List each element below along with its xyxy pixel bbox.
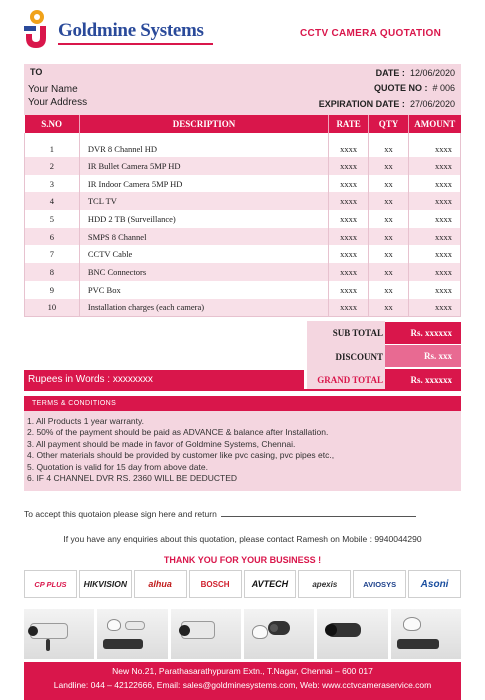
bullet-camera-image xyxy=(24,609,94,659)
hikvision-logo: HIKVISION xyxy=(79,570,132,598)
row-qty: xx xyxy=(369,299,409,317)
table-row xyxy=(25,263,461,281)
row-qty: xx xyxy=(369,228,409,246)
date-row xyxy=(376,68,455,78)
expiration-label: EXPIRATION DATE : xyxy=(318,99,405,109)
date-label: DATE : xyxy=(375,68,405,78)
terms-heading: TERMS & CONDITIONS xyxy=(24,396,461,411)
expiration-value: 27/06/2020 xyxy=(409,99,455,109)
row-rate: xxxx xyxy=(329,299,369,317)
subtotal-value: Rs. xxxxxx xyxy=(385,322,461,344)
brand-logo-strip xyxy=(24,570,461,598)
row-qty: xx xyxy=(369,281,409,299)
row-description: HDD 2 TB (Surveillance) xyxy=(79,210,328,228)
contact-note: If you have any enquiries about this quotation, please contact Ramesh on Mobile : 9940044290 xyxy=(63,534,422,544)
terms-item: 2. 50% of the payment should be paid as ADVANCE & balance after Installation. xyxy=(27,427,329,438)
row-amount: xxxx xyxy=(409,175,461,193)
table-row xyxy=(25,245,461,263)
row-rate: xxxx xyxy=(329,192,369,210)
cpplus-logo: CP PLUS xyxy=(24,570,77,598)
row-rate: xxxx xyxy=(329,157,369,175)
row-qty: xx xyxy=(369,175,409,193)
thank-you-message: THANK YOU FOR YOUR BUSINESS ! xyxy=(163,555,322,565)
quote-row xyxy=(374,83,455,93)
row-qty: xx xyxy=(369,133,409,157)
box-camera-image xyxy=(171,609,241,659)
terms-item: 4. Other materials should be provided by customer like pvc casing, pvc pipes etc., xyxy=(27,450,335,461)
row-qty: xx xyxy=(369,210,409,228)
row-qty: xx xyxy=(369,245,409,263)
col-description-header: DESCRIPTION xyxy=(79,115,328,133)
row-sno: 1 xyxy=(25,133,80,157)
items-table xyxy=(24,115,461,317)
expiration-row xyxy=(319,99,455,109)
subtotal-label: SUB TOTAL xyxy=(332,328,383,338)
camera-kit-image xyxy=(97,609,167,659)
document-title: CCTV CAMERA QUOTATION xyxy=(300,28,442,39)
row-sno: 8 xyxy=(25,263,80,281)
footer-bar xyxy=(24,662,461,700)
row-amount: xxxx xyxy=(409,299,461,317)
date-value: 12/06/2020 xyxy=(409,68,455,78)
row-sno: 10 xyxy=(25,299,80,317)
signature-line[interactable] xyxy=(221,509,416,517)
row-rate: xxxx xyxy=(329,281,369,299)
row-description: TCL TV xyxy=(79,192,328,210)
grand-total-value: Rs. xxxxxx xyxy=(385,369,461,391)
row-rate: xxxx xyxy=(329,133,369,157)
row-qty: xx xyxy=(369,157,409,175)
row-rate: xxxx xyxy=(329,263,369,281)
table-row xyxy=(25,210,461,228)
table-row xyxy=(25,157,461,175)
table-row xyxy=(25,192,461,210)
row-sno: 6 xyxy=(25,228,80,246)
row-sno: 4 xyxy=(25,192,80,210)
grand-total-rule xyxy=(24,389,461,391)
table-row xyxy=(25,299,461,317)
footer-contact: Landline: 044 – 42122666, Email: sales@goldminesystems.com, Web: www.cctvcameraservice.com xyxy=(53,680,432,690)
brand-underline xyxy=(58,43,213,45)
row-amount: xxxx xyxy=(409,228,461,246)
row-rate: xxxx xyxy=(329,245,369,263)
row-rate: xxxx xyxy=(329,228,369,246)
row-sno: 7 xyxy=(25,245,80,263)
row-amount: xxxx xyxy=(409,210,461,228)
row-sno: 5 xyxy=(25,210,80,228)
discount-value: Rs. xxx xyxy=(385,345,461,367)
terms-list xyxy=(24,411,461,491)
aviosys-logo: AVIOSYS xyxy=(353,570,406,598)
row-qty: xx xyxy=(369,263,409,281)
row-rate: xxxx xyxy=(329,175,369,193)
terms-item: 3. All payment should be made in favor of Goldmine Systems, Chennai. xyxy=(27,438,296,449)
col-sno-header: S.NO xyxy=(25,115,80,133)
bosch-logo: BOSCH xyxy=(189,570,242,598)
to-label: TO xyxy=(30,67,43,77)
row-sno: 2 xyxy=(25,157,80,175)
amount-in-words: Rupees in Words : xxxxxxxx xyxy=(24,370,304,390)
customer-address: Your Address xyxy=(28,97,88,108)
row-sno: 3 xyxy=(25,175,80,193)
signature-instruction xyxy=(24,509,416,519)
company-name: Goldmine Systems xyxy=(58,20,204,41)
table-header-row xyxy=(25,115,461,133)
row-description: PVC Box xyxy=(79,281,328,299)
row-sno: 9 xyxy=(25,281,80,299)
col-qty-header: QTY xyxy=(369,115,409,133)
camera-image-strip xyxy=(24,609,461,659)
quote-label: QUOTE NO : xyxy=(373,83,428,93)
table-row xyxy=(25,281,461,299)
quote-value: # 006 xyxy=(432,83,455,93)
row-description: Installation charges (each camera) xyxy=(79,299,328,317)
row-amount: xxxx xyxy=(409,281,461,299)
customer-name: Your Name xyxy=(28,84,78,95)
row-qty: xx xyxy=(369,192,409,210)
row-description: DVR 8 Channel HD xyxy=(79,133,328,157)
row-amount: xxxx xyxy=(409,157,461,175)
row-amount: xxxx xyxy=(409,192,461,210)
grand-total-label: GRAND TOTAL xyxy=(317,375,383,385)
dahua-logo: alhua xyxy=(134,570,187,598)
col-amount-header: AMOUNT xyxy=(409,115,461,133)
row-amount: xxxx xyxy=(409,245,461,263)
footer-address: New No.21, Parathasarathypuram Extn., T.Nagar, Chennai – 600 017 xyxy=(112,666,373,676)
row-description: IR Indoor Camera 5MP HD xyxy=(79,175,328,193)
terms-item: 1. All Products 1 year warranty. xyxy=(27,416,145,426)
asoni-logo: Asoni xyxy=(408,570,461,598)
row-rate: xxxx xyxy=(329,210,369,228)
row-description: CCTV Cable xyxy=(79,245,328,263)
row-amount: xxxx xyxy=(409,133,461,157)
ptz-camera-image xyxy=(317,609,387,659)
row-description: SMPS 8 Channel xyxy=(79,228,328,246)
col-rate-header: RATE xyxy=(329,115,369,133)
row-description: IR Bullet Camera 5MP HD xyxy=(79,157,328,175)
table-row xyxy=(25,133,461,157)
terms-item: 6. IF 4 CHANNEL DVR RS. 2360 WILL BE DEDUCTED xyxy=(27,472,238,483)
signature-text: To accept this quotaion please sign here and return xyxy=(24,509,217,519)
terms-item: 5. Quotation is valid for 15 day from above date. xyxy=(27,461,208,472)
avtech-logo: AVTECH xyxy=(244,570,297,598)
row-amount: xxxx xyxy=(409,263,461,281)
table-row xyxy=(25,228,461,246)
customer-info-panel xyxy=(24,64,461,115)
dome-cameras-image xyxy=(244,609,314,659)
row-description: BNC Connectors xyxy=(79,263,328,281)
apexis-logo: apexis xyxy=(298,570,351,598)
dvr-camera-image xyxy=(391,609,461,659)
goldmine-logo-icon xyxy=(22,8,52,50)
discount-label: DISCOUNT xyxy=(335,352,383,362)
table-row xyxy=(25,175,461,193)
